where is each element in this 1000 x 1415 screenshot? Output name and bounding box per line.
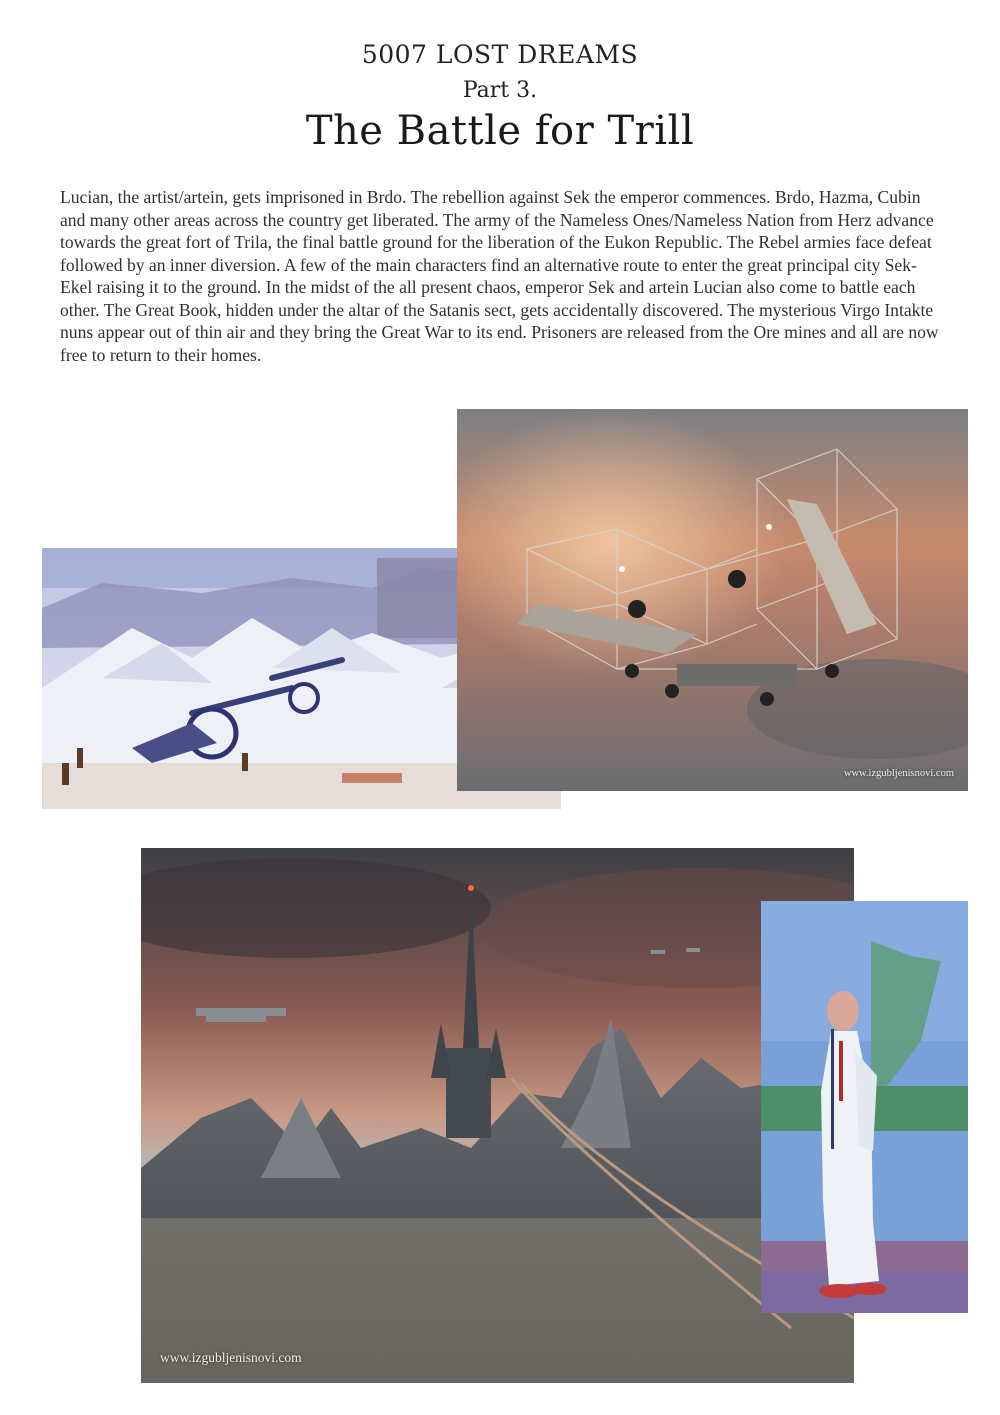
airship-watermark: www.izgubljenisnovi.com [843, 768, 954, 779]
airship-render [457, 409, 968, 791]
spire-city-watermark: www.izgubljenisnovi.com [160, 1350, 302, 1365]
robed-figure-painting [761, 901, 968, 1313]
page-title: The Battle for Trill [305, 108, 695, 154]
part-label: Part 3. [462, 78, 538, 103]
spire-city-render [141, 848, 854, 1383]
series-title: 5007 LOST DREAMS [361, 40, 639, 69]
synopsis-paragraph: Lucian, the artist/artein, gets imprisoned in Brdo. The rebellion against Sek the emperor commences. Brdo, Hazma, Cubin and many other areas across the country get liberated. The army of the Nameless Ones/Nameless Nation from Herz advance towards the great fort of Trila, the final battle ground for the liberation of the Eukon Republic. The Rebel armies face defeat followed by an inner diversion. A few of the main characters find an alternative route to enter the great principal city Sek-Ekel raising it to the ground. In the midst of the all present chaos, emperor Sek and artein Lucian also come to battle each other. The Great Book, hidden under the altar of the Satanis sect, gets accidentally discovered. The mysterious Virgo Intakte nuns appear out of thin air and they bring the Great War to its end. Prisoners are released from the Ore mines and all are now free to return to their homes. [60, 187, 939, 365]
